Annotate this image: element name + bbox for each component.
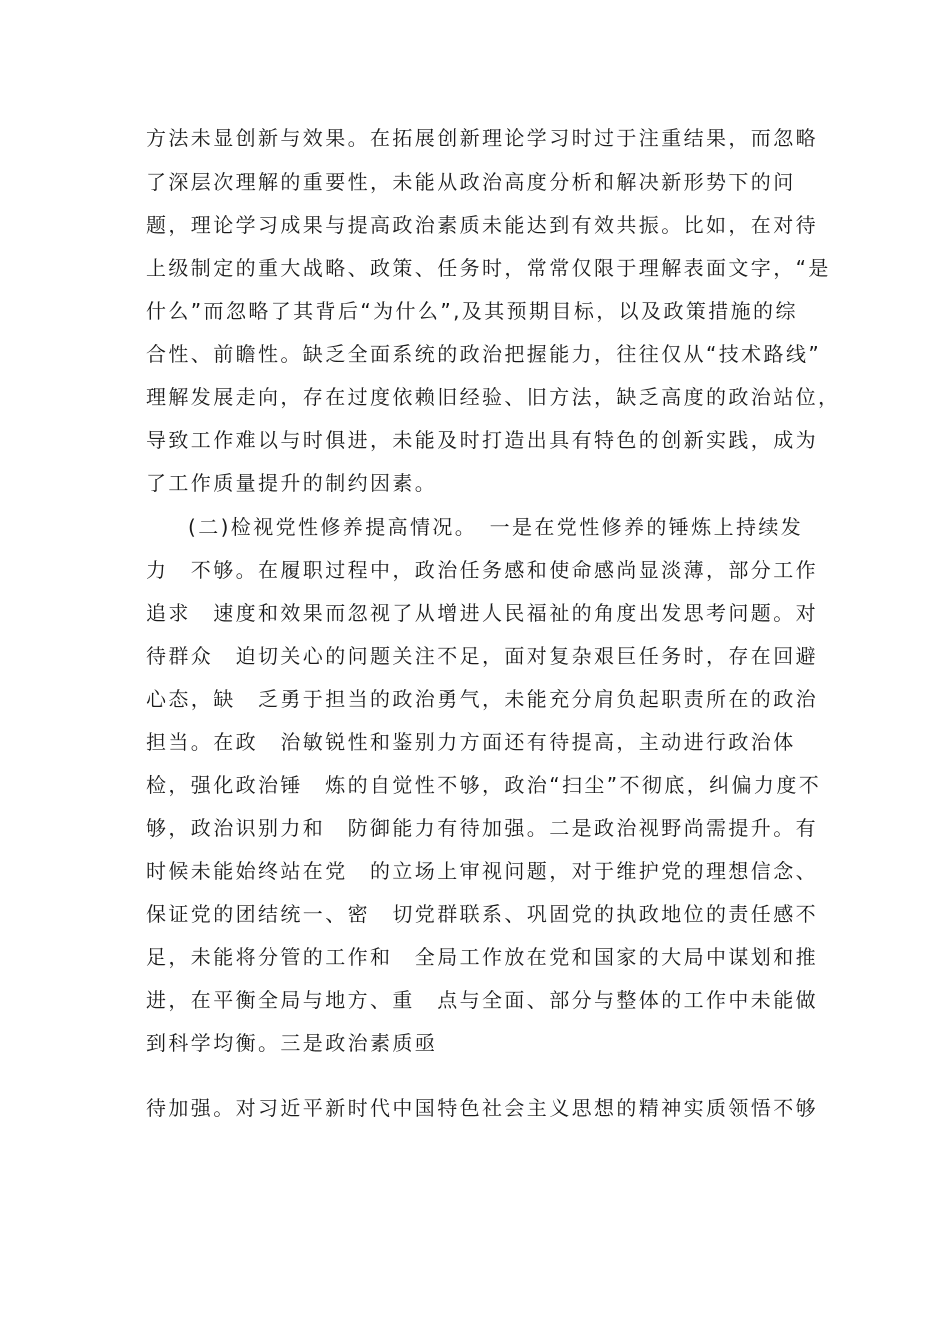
text-line-5: 什么”而忽略了其背后“为什么”,及其预期目标，以及政策措施的综 [146,299,798,323]
text-line-20: 足，未能将分管的工作和 全局工作放在党和国家的大局中谋划和推 [146,945,818,969]
text-line-21: 进，在平衡全局与地方、重 点与全面、部分与整体的工作中未能做 [146,988,818,1012]
text-line-4: 上级制定的重大战略、政策、任务时，常常仅限于理解表面文字，“是 [146,256,831,280]
text-line-19: 保证党的团结统一、密 切党群联系、巩固党的执政地位的责任感不 [146,902,818,926]
text-line-12: 追求 速度和效果而忽视了从增进人民福祉的角度出发思考问题。对 [146,601,818,625]
section-heading-line: (二)检视党性修养提高情况。 一是在党性修养的锤炼上持续发 [188,515,804,539]
text-line-3: 题，理论学习成果与提高政治素质未能达到有效共振。比如，在对待 [146,213,818,237]
text-line-11: 力 不够。在履职过程中，政治任务感和使命感尚显淡薄，部分工作 [146,558,818,582]
text-line-18: 时候未能始终站在党 的立场上审视问题，对于维护党的理想信念、 [146,859,818,883]
text-line-13: 待群众 迫切关心的问题关注不足，面对复杂艰巨任务时，存在回避 [146,644,818,668]
text-line-7: 理解发展走向，存在过度依赖旧经验、旧方法，缺乏高度的政治站位， [146,385,841,409]
text-line-1: 方法未显创新与效果。在拓展创新理论学习时过于注重结果，而忽略 [146,126,818,150]
text-line-17: 够，政治识别力和 防御能力有待加强。二是政治视野尚需提升。有 [146,816,818,840]
text-line-8: 导致工作难以与时俱进，未能及时打造出具有特色的创新实践，成为 [146,428,818,452]
text-line-6: 合性、前瞻性。缺乏全面系统的政治把握能力，往往仅从“技术路线” [146,342,822,366]
text-line-15: 担当。在政 治敏锐性和鉴别力方面还有待提高，主动进行政治体 [146,730,796,754]
text-line-2: 了深层次理解的重要性，未能从政治高度分析和解决新形势下的问 [146,170,796,194]
text-line-16: 检，强化政治锤 炼的自觉性不够，政治“扫尘”不彻底，纠偏力度不 [146,773,822,797]
text-line-23: 待加强。对习近平新时代中国特色社会主义思想的精神实质领悟不够 [146,1096,818,1120]
text-line-9: 了工作质量提升的制约因素。 [146,471,438,495]
text-line-14: 心态，缺 乏勇于担当的政治勇气，未能充分肩负起职责所在的政治 [146,687,818,711]
text-line-22: 到科学均衡。三是政治素质亟 [146,1031,438,1055]
